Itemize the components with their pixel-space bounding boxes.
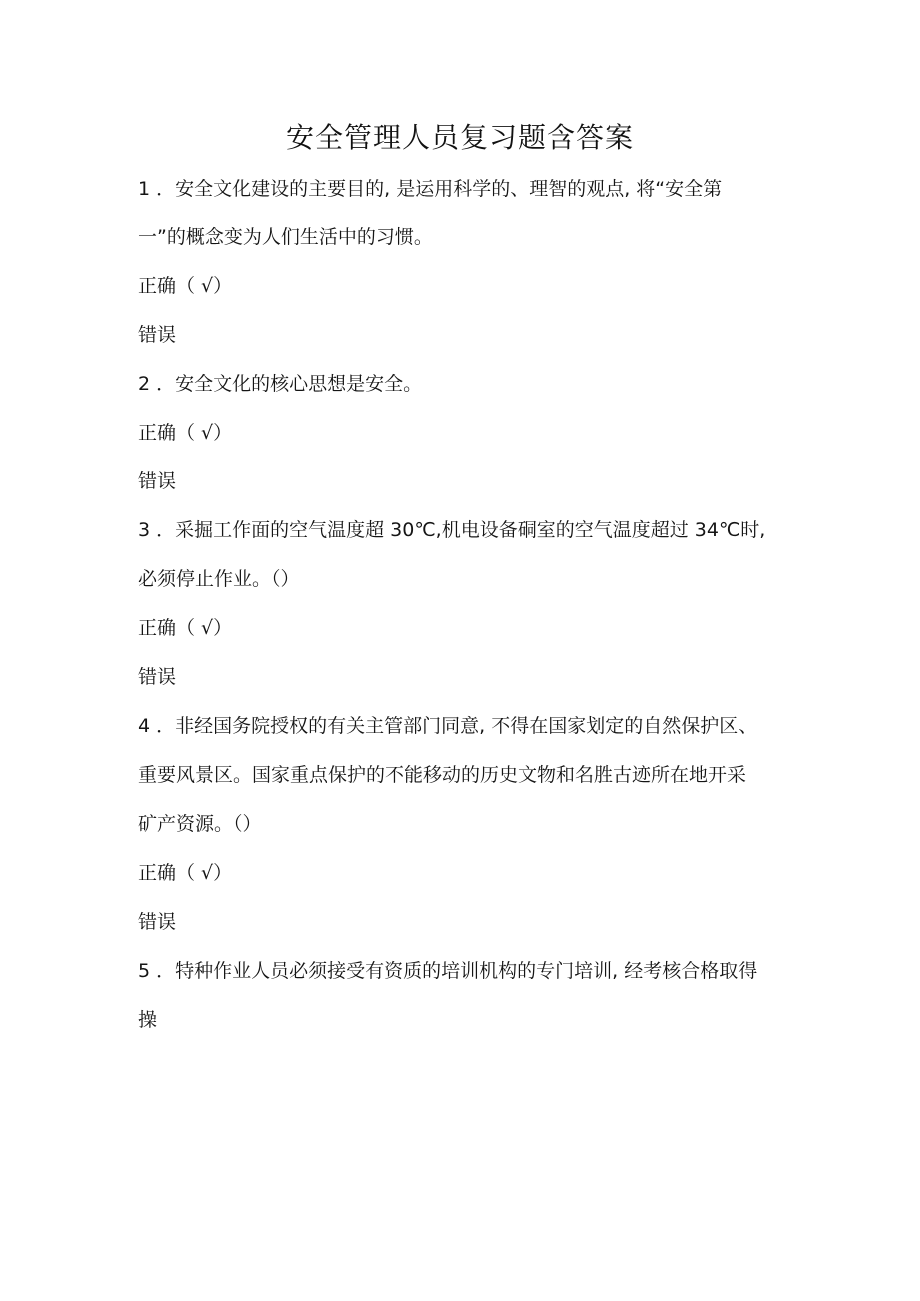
question-2-answer-wrong: 错误 bbox=[138, 470, 177, 492]
question-3-line-1: 3 ．采掘工作面的空气温度超 30℃,机电设备硐室的空气温度超过 34℃时, bbox=[138, 519, 766, 541]
question-2-answer-correct: 正确（ √） bbox=[138, 422, 233, 444]
question-5-line-2: 操 bbox=[138, 1009, 158, 1031]
question-4-answer-correct: 正确（ √） bbox=[138, 862, 233, 884]
question-2-line-1: 2 ．安全文化的核心思想是安全。 bbox=[138, 373, 423, 395]
question-3-line-2: 必须停止作业。（） bbox=[138, 568, 300, 590]
question-1-line-2: 一”的概念变为人们生活中的习惯。 bbox=[138, 226, 433, 248]
question-1-answer-wrong: 错误 bbox=[138, 324, 177, 346]
question-3-answer-correct: 正确（ √） bbox=[138, 617, 233, 639]
question-4-answer-wrong: 错误 bbox=[138, 911, 177, 933]
question-1-line-1: 1 ．安全文化建设的主要目的, 是运用科学的、理智的观点, 将“安全第 bbox=[138, 178, 723, 200]
document-title: 安全管理人员复习题含答案 bbox=[285, 121, 634, 154]
question-4-line-1: 4 ．非经国务院授权的有关主管部门同意, 不得在国家划定的自然保护区、 bbox=[138, 715, 758, 737]
question-4-line-2: 重要风景区。国家重点保护的不能移动的历史文物和名胜古迹所在地开采 bbox=[138, 764, 747, 786]
question-5-line-1: 5 ．特种作业人员必须接受有资质的培训机构的专门培训, 经考核合格取得 bbox=[138, 960, 758, 982]
question-1-answer-correct: 正确（ √） bbox=[138, 275, 233, 297]
question-4-line-3: 矿产资源。（） bbox=[138, 813, 262, 835]
question-3-answer-wrong: 错误 bbox=[138, 666, 177, 688]
